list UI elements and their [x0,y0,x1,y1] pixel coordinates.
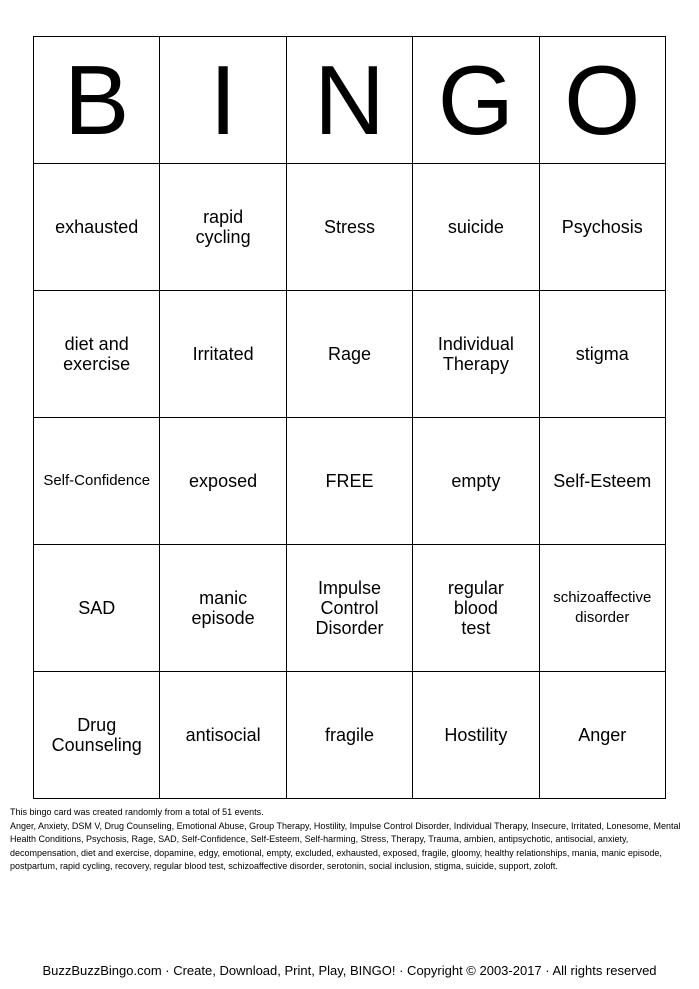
card-cell: diet and exercise [34,291,160,418]
bingo-card [33,36,666,799]
card-cell: Stress [286,164,412,291]
card-row [34,672,666,799]
card-cell: rapid cycling [160,164,286,291]
card-cell: stigma [539,291,665,418]
header-row [34,37,666,164]
footer-credits: BuzzBuzzBingo.com · Create, Download, Print, Play, BINGO! · Copyright © 2003-2017 · All rights reserved [42,963,657,978]
card-cell: exposed [160,418,286,545]
card-row [34,545,666,672]
header-letter-i: I [160,37,286,164]
header-letter-o: O [539,37,665,164]
card-row [34,291,666,418]
card-row [34,418,666,545]
card-cell: fragile [286,672,412,799]
card-cell: Self-Confidence [34,418,160,545]
card-cell: Individual Therapy [413,291,539,418]
card-cell: Impulse Control Disorder [286,545,412,672]
header-letter-g: G [413,37,539,164]
header-letter-b: B [34,37,160,164]
card-events-list: Anger, Anxiety, DSM V, Drug Counseling, Emotional Abuse, Group Therapy, Hostility, Impulse Control Disorder, Individual Therapy, Insecure, Irritated, Lonesome, Mental Health Conditions, Psychosis, Rage, SAD, Self-Confidence, Self-Esteem, Self-harming, Stress, Therapy, Trauma, ambien, antipsychotic, antisocial, anxiety, decompensation, diet and exercise, dopamine, edgy, emotional, empty, excluded, exhausted, exposed, fragile, gloomy, healthy relationships, mania, manic episode, postpartum, rapid cycling, recovery, regular blood test, schizoaffective disorder, serotonin, social inclusion, stigma, suicide, support, zoloft. [10,820,681,871]
card-cell: manic episode [160,545,286,672]
card-cell: Drug Counseling [34,672,160,799]
card-cell: Rage [286,291,412,418]
card-cell: schizoaffective disorder [539,545,665,672]
header-letter-n: N [286,37,412,164]
card-cell: suicide [413,164,539,291]
card-cell: SAD [34,545,160,672]
card-info-intro: This bingo card was created randomly from a total of 51 events. [10,807,264,817]
card-info [10,806,694,874]
card-cell: empty [413,418,539,545]
card-cell: antisocial [160,672,286,799]
card-cell: Self-Esteem [539,418,665,545]
card-cell: exhausted [34,164,160,291]
card-cell: Irritated [160,291,286,418]
card-cell: Psychosis [539,164,665,291]
card-cell: regular blood test [413,545,539,672]
free-space-cell: FREE [286,418,412,545]
card-cell: Hostility [413,672,539,799]
card-row [34,164,666,291]
card-cell: Anger [539,672,665,799]
